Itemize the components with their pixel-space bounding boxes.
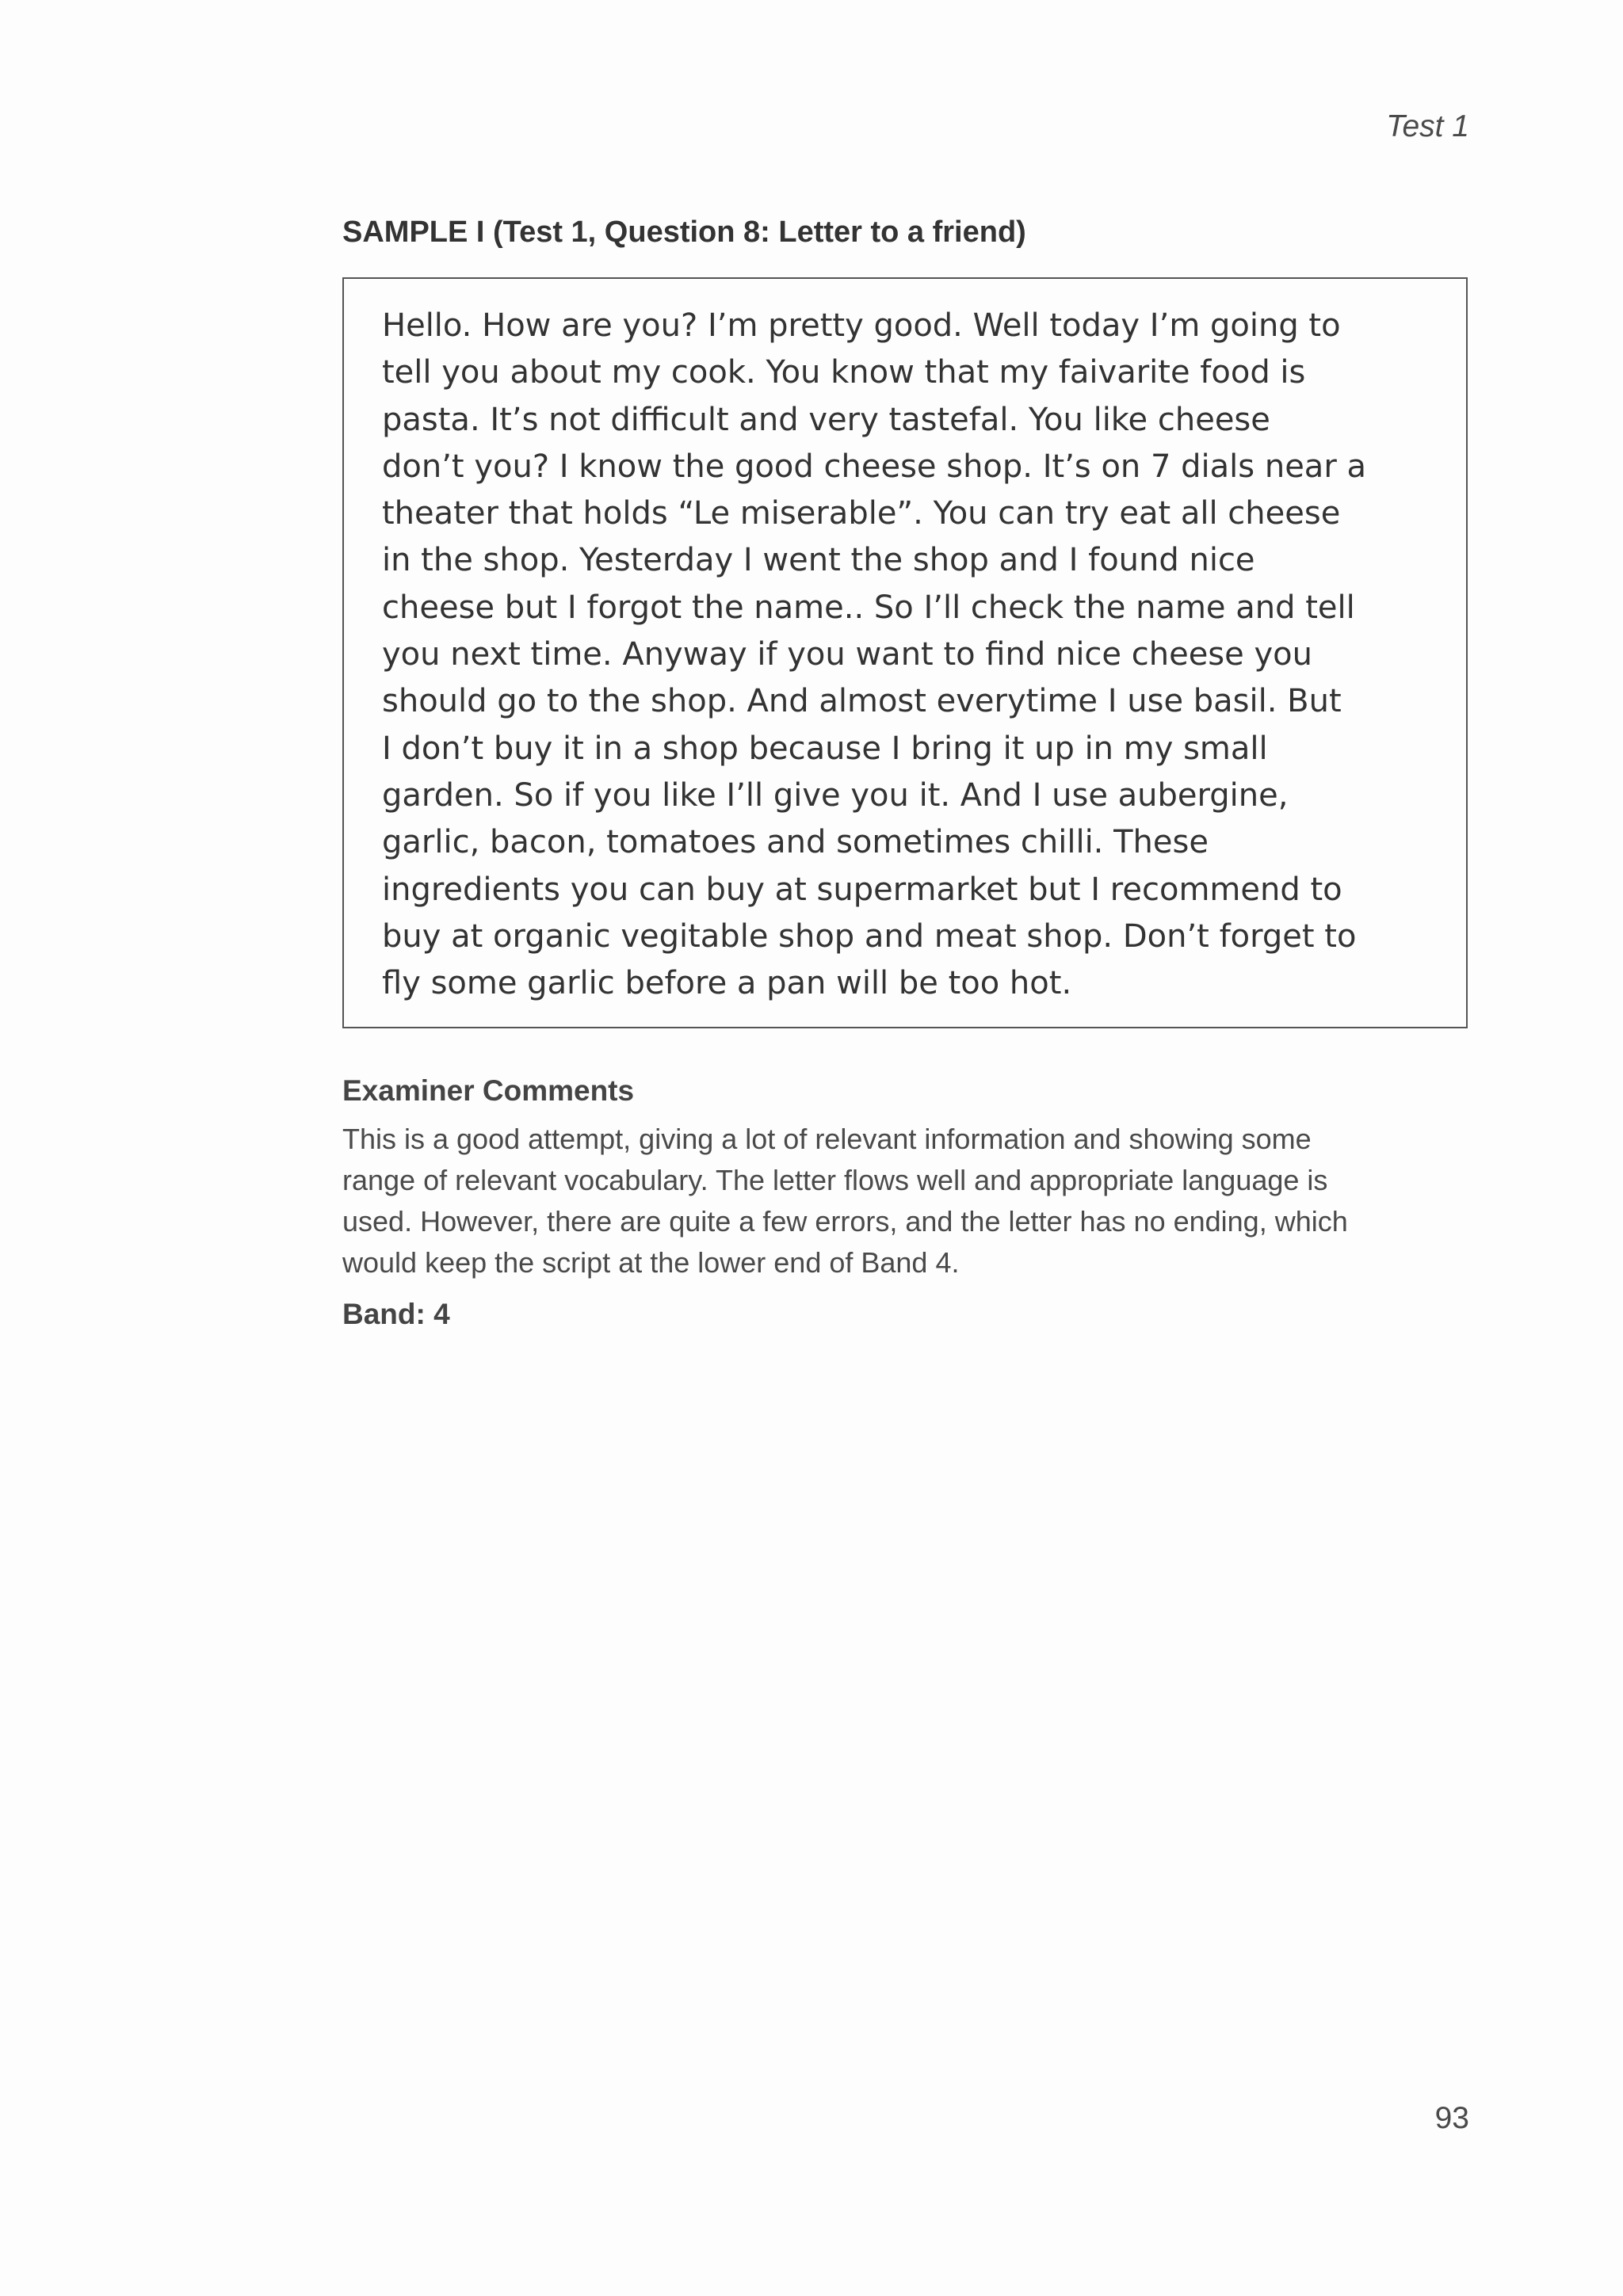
page-number: 93 [1434, 2101, 1469, 2135]
letter-line: ingredients you can buy at supermarket but I recommend to [382, 871, 1342, 908]
letter-line: you next time. Anyway if you want to find nice cheese you [382, 636, 1312, 673]
comment-line: range of relevant vocabulary. The letter flows well and appropriate language is [342, 1164, 1328, 1196]
letter-line: don’t you? I know the good cheese shop. It’s on 7 dials near a [382, 448, 1366, 485]
letter-line: cheese but I forgot the name.. So I’ll check the name and tell [382, 589, 1355, 626]
letter-line: Hello. How are you? I’m pretty good. Well today I’m going to [382, 307, 1341, 344]
comment-line: used. However, there are quite a few errors, and the letter has no ending, which [342, 1205, 1348, 1238]
comment-line: would keep the script at the lower end of Band 4. [342, 1246, 960, 1279]
examiner-comments-heading: Examiner Comments [342, 1074, 635, 1107]
letter-line: in the shop. Yesterday I went the shop and I found nice [382, 542, 1255, 579]
letter-line: garden. So if you like I’ll give you it. And I use aubergine, [382, 776, 1289, 814]
examiner-comments-body [342, 1119, 1484, 1283]
band-score: Band: 4 [342, 1298, 450, 1330]
letter-line: should go to the shop. And almost everytime I use basil. But [382, 683, 1342, 720]
letter-line: garlic, bacon, tomatoes and sometimes chilli. These [382, 824, 1209, 861]
running-header: Test 1 [1386, 109, 1469, 143]
letter-box [342, 277, 1468, 1028]
letter-line: buy at organic vegitable shop and meat shop. Don’t forget to [382, 917, 1357, 955]
letter-line: theater that holds “Le miserable”. You can try eat all cheese [382, 495, 1341, 532]
letter-line: pasta. It’s not difficult and very tastefal. You like cheese [382, 401, 1270, 438]
letter-line: I don’t buy it in a shop because I bring it up in my small [382, 730, 1268, 767]
sample-heading: SAMPLE I (Test 1, Question 8: Letter to a friend) [342, 215, 1026, 249]
letter-line: fly some garlic before a pan will be too hot. [382, 965, 1072, 1002]
letter-line: tell you about my cook. You know that my faivarite food is [382, 354, 1306, 391]
comment-line: This is a good attempt, giving a lot of relevant information and showing some [342, 1123, 1312, 1155]
